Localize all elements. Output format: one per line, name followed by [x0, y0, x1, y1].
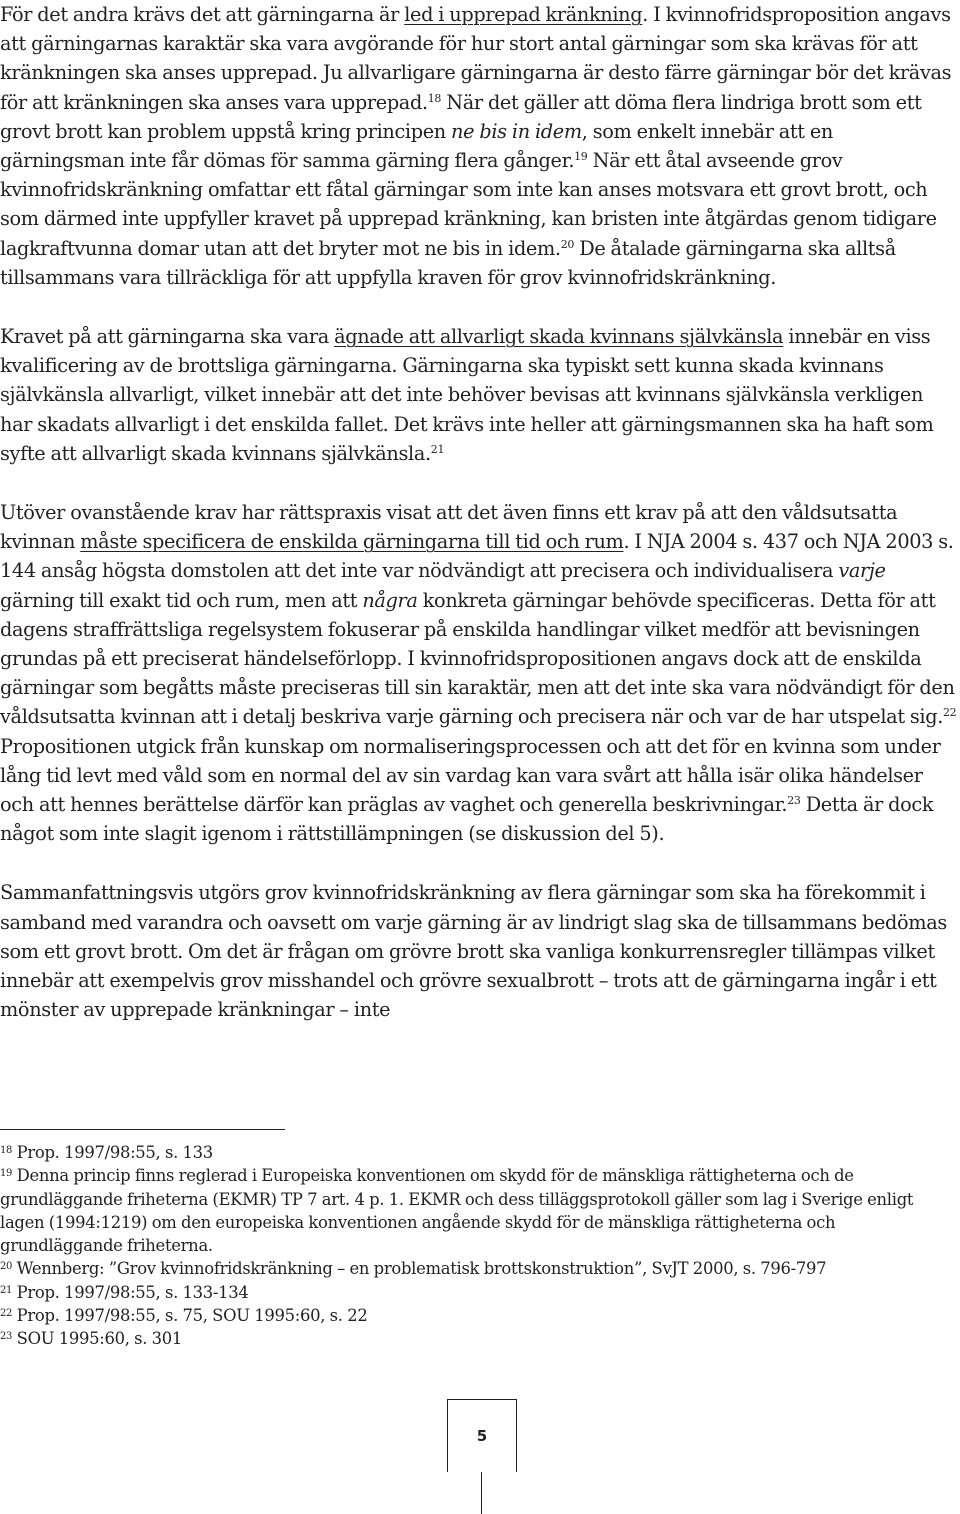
- footnote-number: 23: [0, 1331, 13, 1343]
- text-run: När ett åtal avseende grov kvinnofridskränkning omfattar ett fåtal gärningar som inte kan anses motsvara ett grovt brott, och som därmed inte uppfyller kravet på upprepad kränkning, kan bristen inte åtgärdas genom tidigare lagkraftvunna domar utan att det bryter mot ne bis in idem.: [0, 149, 937, 260]
- paragraph-3: [0, 498, 960, 848]
- footnote-number: 19: [0, 1168, 13, 1180]
- text-run: Kravet på att gärningarna ska vara: [0, 325, 335, 349]
- footnote-text: Prop. 1997/98:55, s. 133: [12, 1143, 213, 1162]
- text-run: gärning till exakt tid och rum, men att: [0, 588, 363, 612]
- paragraph-2: [0, 322, 960, 468]
- paragraph-1: [0, 0, 960, 292]
- italic-phrase: ne bis in idem: [451, 119, 582, 143]
- footnote-22: [0, 1304, 960, 1327]
- page-number-line: [481, 1472, 482, 1514]
- footnote-number: 22: [0, 1308, 13, 1320]
- underlined-phrase: led i upprepad kränkning: [404, 3, 643, 26]
- italic-word: varje: [838, 559, 886, 583]
- footnote-18: [0, 1141, 960, 1164]
- footnote-ref: 22: [943, 706, 957, 720]
- footnote-text: Prop. 1997/98:55, s. 75, SOU 1995:60, s. 22: [12, 1306, 368, 1326]
- text-run: De åtalade gärningarna ska alltså tillsammans vara tillräckliga för att uppfylla kraven för grov kvinnofridskränkning.: [0, 236, 896, 289]
- footnote-number: 21: [0, 1284, 13, 1296]
- footnote-text: Wennberg: ”Grov kvinnofridskränkning – en problematisk brottskonstruktion”, SvJT 2000, s. 796-797: [12, 1259, 827, 1279]
- footnote-text: Prop. 1997/98:55, s. 133-134: [12, 1282, 249, 1302]
- text-run: För det andra krävs det att gärningarna är: [0, 3, 405, 26]
- footnote-23: [0, 1327, 960, 1350]
- footnotes: [0, 1141, 960, 1351]
- text-run: Detta är dock något som inte slagit igenom i rättstillämpningen (se diskussion del 5).: [0, 793, 934, 846]
- footnote-text: Denna princip finns reglerad i Europeiska konventionen om skydd för de mänskliga rättigheterna och de grundläggande friheterna (EKMR) TP 7 art. 4 p. 1. EKMR och dess tilläggsprotokoll gäller som lag i Sverige enligt lagen (1994:1219) om den europeiska konventionen angående skydd för de mänskliga rättigheterna och grundläggande friheterna.: [0, 1166, 914, 1256]
- footnote-separator: [0, 1129, 285, 1130]
- page-number-box: [447, 1399, 517, 1472]
- footnote-20: [0, 1257, 960, 1280]
- footnote-ref: 23: [787, 794, 801, 808]
- footnote-ref: 19: [574, 150, 588, 164]
- text-run: . I NJA 2004 s. 437 och NJA 2003 s. 144 ansåg högsta domstolen att det inte var nödvändigt att precisera och individualisera: [0, 530, 954, 583]
- footnote-ref: 18: [427, 91, 442, 105]
- paragraph-4: [0, 878, 960, 1024]
- underlined-phrase: måste specificera de enskilda gärningarna till tid och rum: [80, 530, 624, 554]
- text-run: . I kvinnofridsproposition angavs att gärningarnas karaktär ska vara avgörande för hur stort antal gärningar som ska krävas för att kränkningen ska anses upprepad. Ju allvarligare gärningarna är desto färre gärningar bör det krävas för att kränkningen ska anses vara upprepad.: [0, 3, 952, 114]
- text-run: Sammanfattningsvis utgörs grov kvinnofridskränkning av flera gärningar som ska ha förekommit i samband med varandra och oavsett om varje gärning är av lindrigt slag ska de tillsammans bedömas som ett grovt brott. Om det är frågan om grövre brott ska vanliga konkurrensregler tillämpas vilket innebär att exempelvis grov misshandel och grövre sexualbrott – trots att de gärningarna ingår i ett mönster av upprepade kränkningar – inte: [0, 881, 947, 1022]
- text-run: Utöver ovanstående krav har rättspraxis visat att det även finns ett krav på att den våldsutsatta kvinnan: [0, 501, 898, 554]
- footnote-21: [0, 1281, 960, 1304]
- underlined-phrase: ägnade att allvarligt skada kvinnans självkänsla: [334, 325, 784, 349]
- text-run: innebär en viss kvalificering av de brottsliga gärningarna. Gärningarna ska typiskt sett kunna skada kvinnans självkänsla allvarligt, vilket innebär att det inte behöver bevisas att kvinnans självkänsla verkligen har skadats allvarligt i det enskilda fallet. Det krävs inte heller att gärningsmannen ska ha haft som syfte att allvarligt skada kvinnans självkänsla.: [0, 325, 934, 465]
- footnote-number: 20: [0, 1261, 13, 1273]
- footnote-ref: 20: [560, 237, 575, 251]
- footnote-text: SOU 1995:60, s. 301: [12, 1329, 183, 1349]
- text-run: konkreta gärningar behövde specificeras. Detta för att dagens straffrättsliga regelsystem fokuserar på enskilda handlingar vilket medför att bevisningen grundas på ett preciserat händelseförlopp. I kvinnofridspropositionen angavs dock att de enskilda gärningar som begåtts måste preciseras till sin karaktär, men att det inte ska vara nödvändigt för den våldsutsatta kvinnan att i detalj beskriva varje gärning och precisera när och var de har utspelat sig.: [0, 588, 955, 729]
- text-run: , som enkelt innebär att en gärningsman inte får dömas för samma gärning flera gånger.: [0, 119, 834, 173]
- text-run: Propositionen utgick från kunskap om normaliseringsprocessen och att det för en kvinna som under lång tid levt med våld som en normal del av sin vardag kan vara svårt att hålla isär olika händelser och att hennes berättelse därför kan präglas av vaghet och generella beskrivningar.: [0, 734, 941, 817]
- page-number: 5: [476, 1427, 488, 1445]
- footnote-ref: 21: [430, 442, 445, 456]
- text-run: När det gäller att döma flera lindriga brott som ett grovt brott kan problem uppstå kring principen: [0, 90, 922, 143]
- footnote-19: [0, 1164, 960, 1257]
- italic-word: några: [362, 588, 418, 612]
- footnote-number: 18: [0, 1145, 13, 1156]
